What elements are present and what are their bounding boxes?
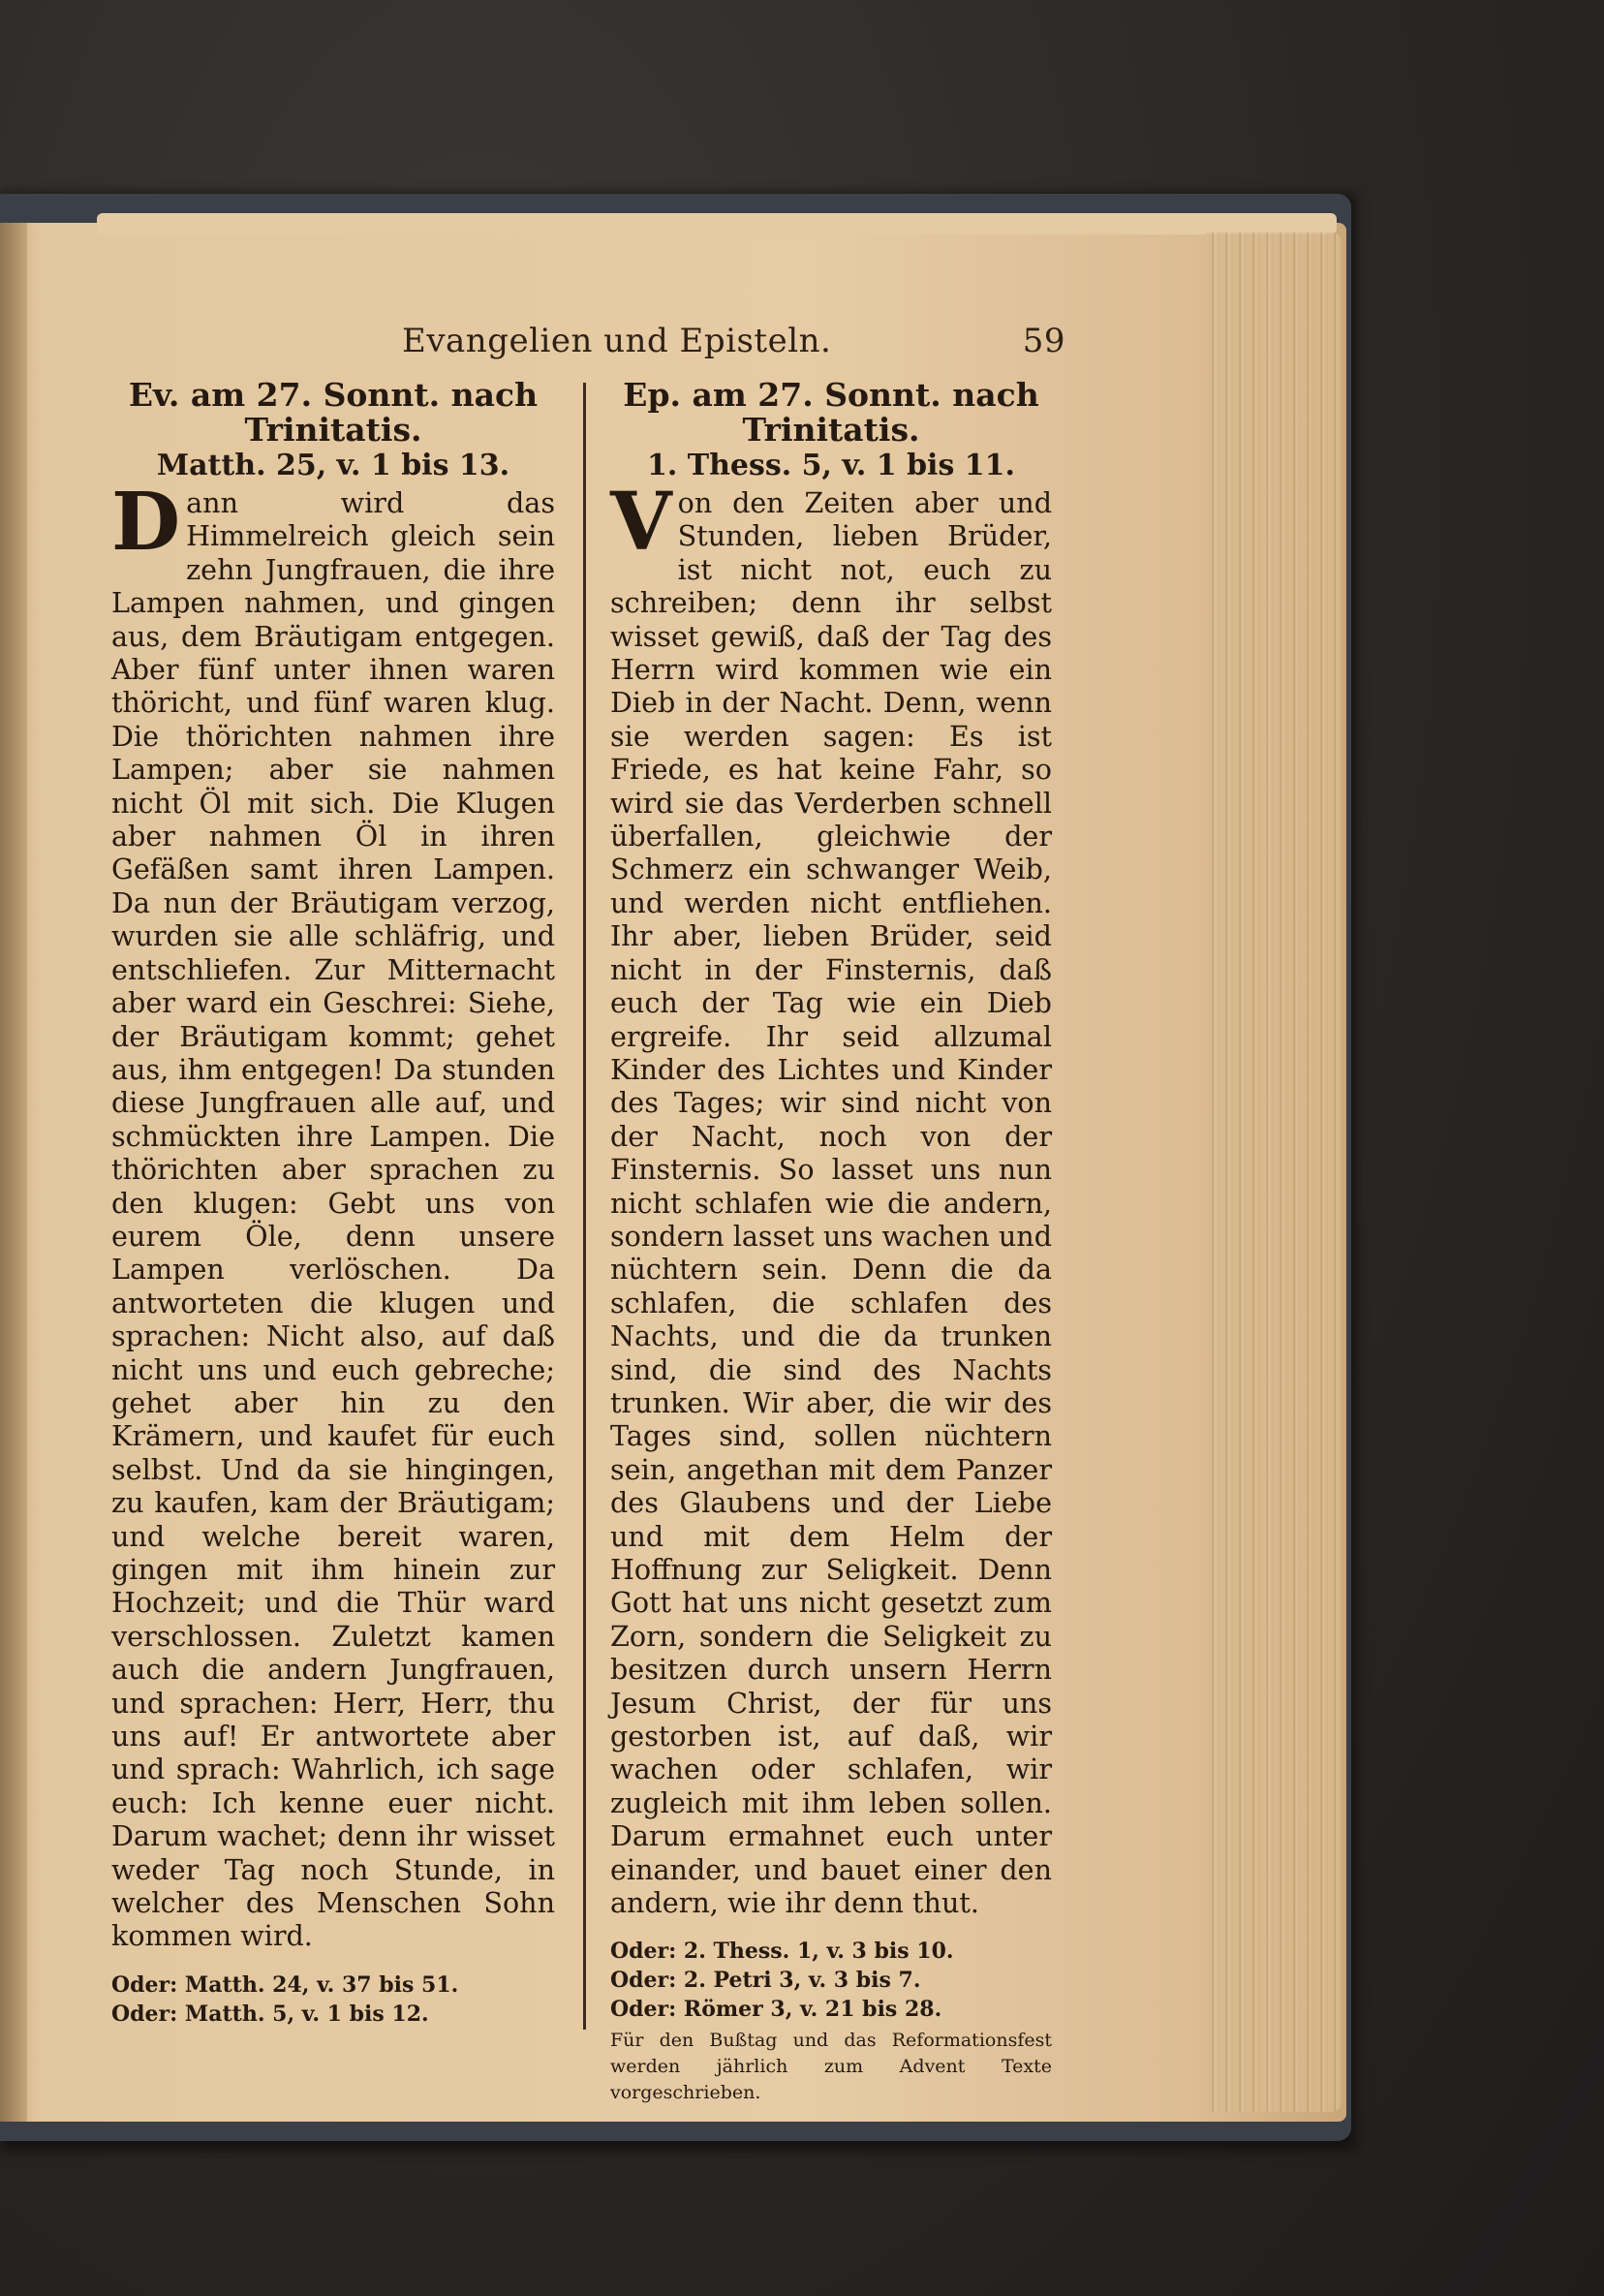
page-edges xyxy=(1206,233,1342,2112)
page-gutter xyxy=(0,223,27,2122)
footnote: Für den Bußtag und das Reformationsfest werden jährlich zum Advent Texte vorgeschrieben. xyxy=(610,2030,1052,2104)
epistle-body: on den Zeiten aber und Stunden, lieben Brüder, ist nicht not, euch zu schreiben; denn ihr selbst wisset gewiß, daß der Tag des Herrn wird kommen wie ein Dieb in der Nacht. Denn, wenn sie werden sagen: Es ist Friede, es hat keine Fahr, so wird sie das Verderben schnell überfallen, gleichwie der Schmerz ein schwanger Weib, und werden nicht entfliehen. Ihr aber, lieben Brüder, seid nicht in der Finsternis, daß euch der Tag wie ein Dieb ergreife. Ihr seid allzumal Kinder des Lichtes und Kinder des Tages; wir sind nicht von der Nacht, noch von der Finsternis. So lasset uns nun nicht schlafen wie die andern, sondern lasset uns wachen und nüchtern sein. Denn die da schlafen, die schlafen des Nachts, und die da trunken sind, die sind des Nachts trunken. Wir aber, die wir des Tages sind, sollen nüchtern sein, angethan mit dem Panzer des Glaubens und der Liebe und mit dem Helm der Hoffnung zur Seligkeit. Denn Gott hat uns nicht gesetzt zum Zorn, sondern die Seligkeit zu besitzen durch unsern Herrn Jesum Christ, der für uns gestorben ist, auf daß, wir wachen oder schlafen, wir zugleich mit ihm leben sollen. Darum ermahnet euch unter einander, und bauet einer den andern, wie ihr denn thut. xyxy=(610,486,1052,1920)
gospel-body: ann wird das Himmelreich gleich sein zehn Jungfrauen, die ihre Lampen nahmen, und gingen aus, dem Bräutigam entgegen. Aber fünf unter ihnen waren thöricht, und fünf waren klug. Die thörichten nahmen ihre Lampen; aber sie nahmen nicht Öl mit sich. Die Klugen aber nahmen Öl in ihren Gefäßen samt ihren Lampen. Da nun der Bräutigam verzog, wurden sie alle schläfrig, und entschliefen. Zur Mitternacht aber ward ein Geschrei: Siehe, der Bräutigam kommt; gehet aus, ihm entgegen! Da stunden diese Jungfrauen alle auf, und schmückten ihre Lampen. Die thörichten aber sprachen zu den klugen: Gebt uns von eurem Öle, denn unsere Lampen verlöschen. Da antworteten die klugen und sprachen: Nicht also, auf daß nicht uns und euch gebreche; gehet aber hin zu den Krämern, und kaufet für euch selbst. Und da sie hingingen, zu kaufen, kam der Bräutigam; und welche bereit waren, gingen mit ihm hinein zur Hochzeit; und die Thür ward verschlossen. Zuletzt kamen auch die andern Jungfrauen, und sprachen: Herr, Herr, thu uns auf! Er antwortete aber und sprach: Wahrlich, ich sage euch: Ich kenne euer nicht. Darum wachet; denn ihr wisset weder Tag noch Stunde, in welcher des Menschen Sohn kommen wird. xyxy=(111,486,555,1953)
gospel-reference: Matth. 25, v. 1 bis 13. xyxy=(156,449,510,482)
epistle-alternative: Oder: Römer 3, v. 21 bis 28. xyxy=(610,1997,942,2023)
gospel-drop-cap: D xyxy=(111,476,181,569)
page-number: 59 xyxy=(1022,322,1065,360)
gospel-alternative: Oder: Matth. 24, v. 37 bis 51. xyxy=(111,1971,459,1998)
epistle-column xyxy=(610,378,1052,2106)
epistle-reference: 1. Thess. 5, v. 1 bis 11. xyxy=(647,449,1015,482)
epistle-alternative: Oder: 2. Petri 3, v. 3 bis 7. xyxy=(610,1968,921,1994)
gospel-column xyxy=(111,378,555,2029)
gospel-alternative: Oder: Matth. 5, v. 1 bis 12. xyxy=(111,2001,429,2027)
gospel-text xyxy=(111,476,555,1953)
running-head-title: Evangelien und Episteln. xyxy=(402,322,832,360)
epistle-drop-cap: V xyxy=(610,476,672,569)
epistle-alternative: Oder: 2. Thess. 1, v. 3 bis 10. xyxy=(610,1939,954,1965)
running-head xyxy=(402,322,1065,360)
epistle-heading: Ep. am 27. Sonnt. nach Trinitatis. xyxy=(623,376,1039,449)
page-top-edge xyxy=(97,213,1337,234)
gospel-heading: Ev. am 27. Sonnt. nach Trinitatis. xyxy=(128,376,539,449)
column-divider xyxy=(583,383,586,2030)
epistle-text xyxy=(610,476,1052,1920)
